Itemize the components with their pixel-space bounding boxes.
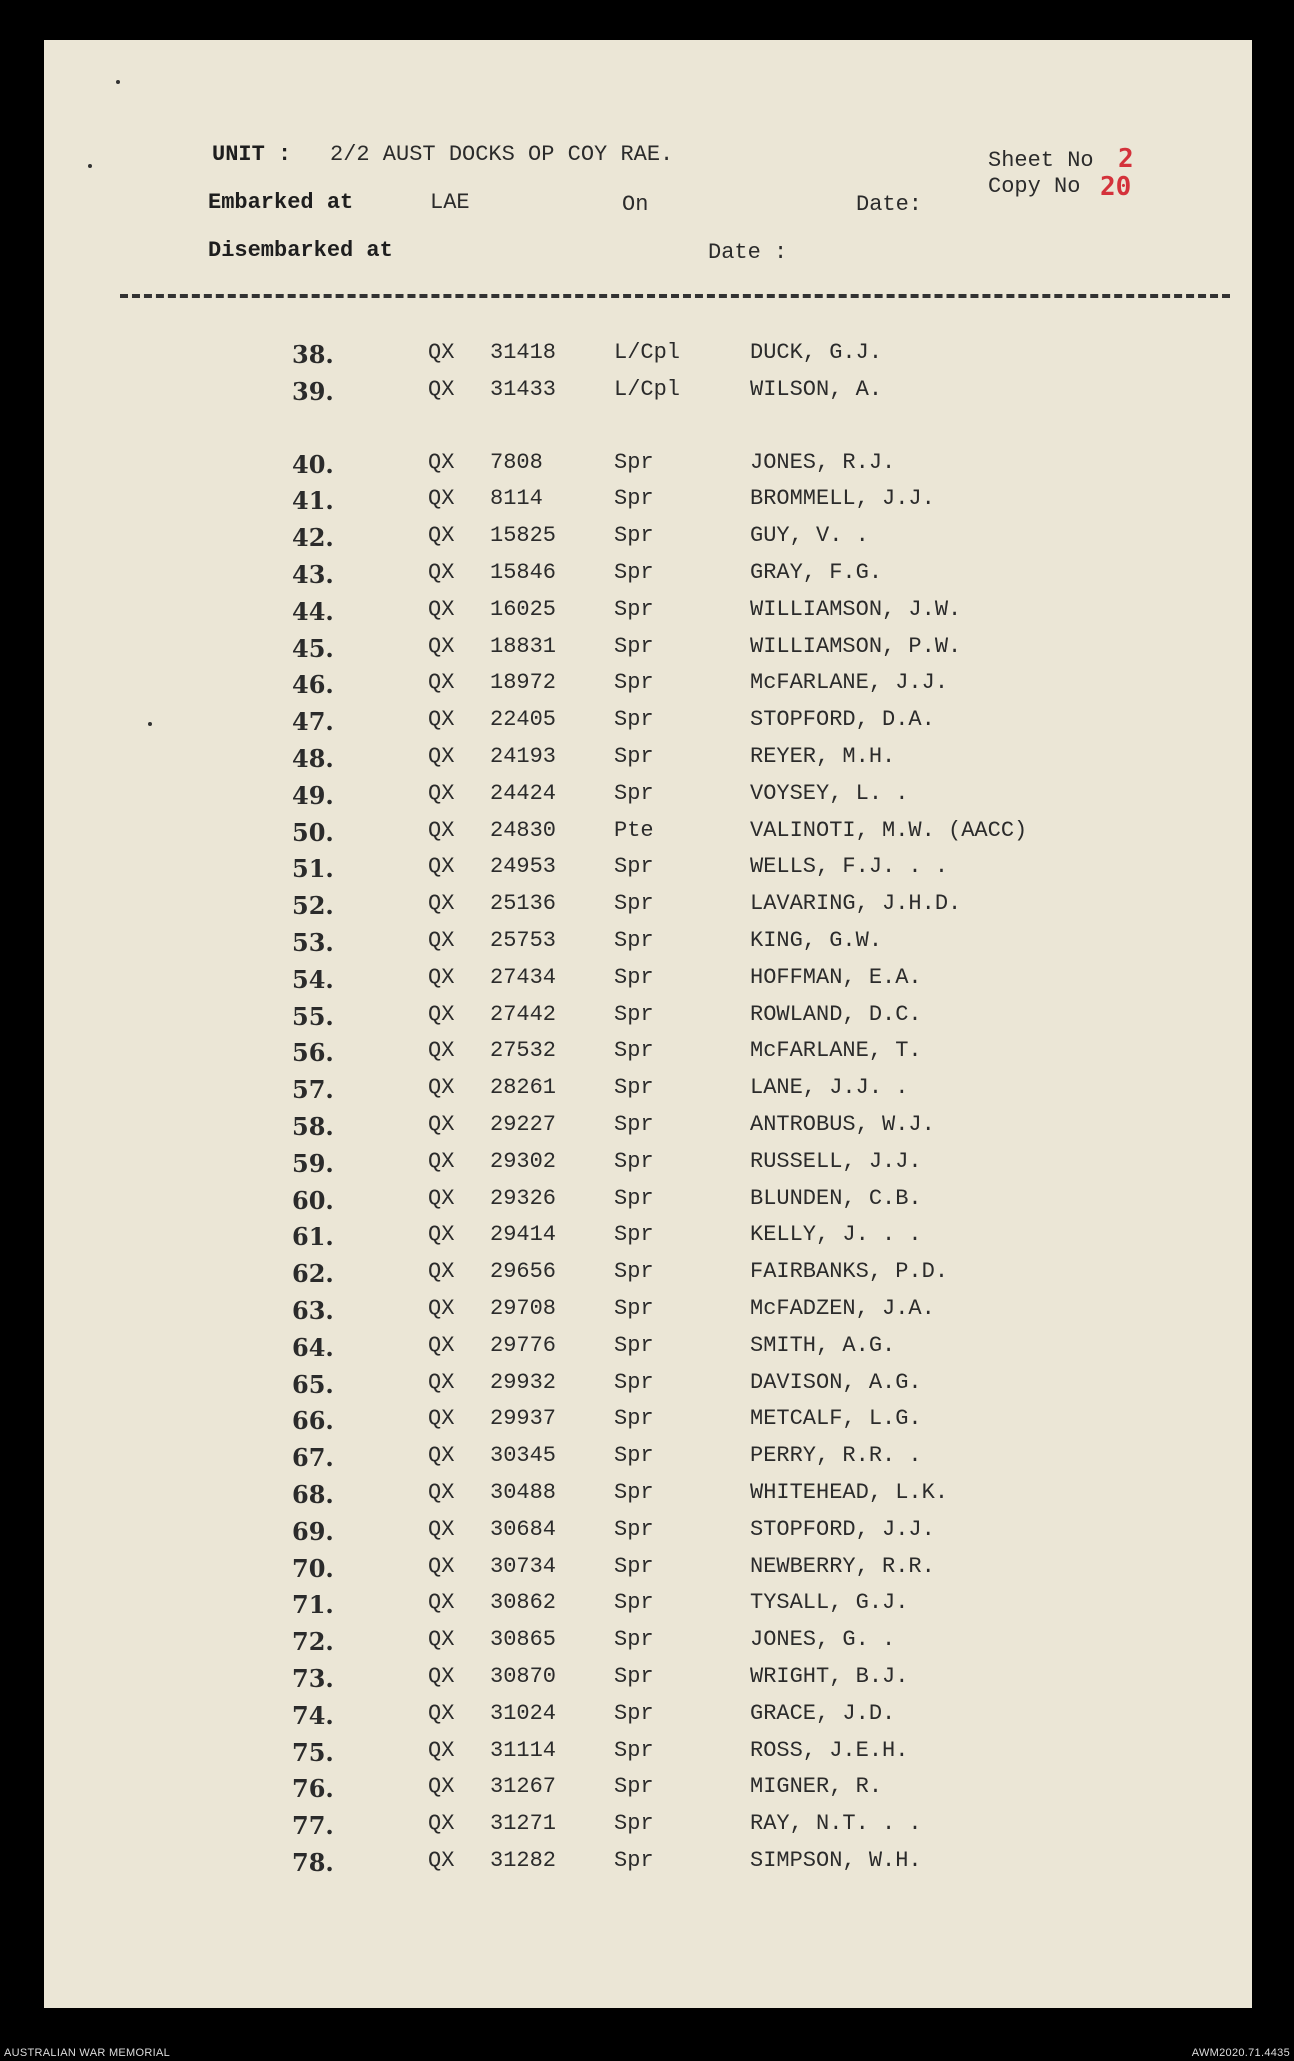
service-number: 31282 bbox=[490, 1848, 557, 1873]
roll-row bbox=[44, 1774, 1252, 1810]
service-prefix: QX bbox=[428, 1112, 455, 1137]
entry-number: 78. bbox=[292, 1848, 334, 1877]
rank: Pte bbox=[614, 818, 654, 843]
soldier-name: VALINOTI, M.W. (AACC) bbox=[750, 818, 1028, 843]
entry-number: 76. bbox=[292, 1774, 334, 1803]
service-prefix: QX bbox=[428, 1848, 455, 1873]
embarked-value: LAE bbox=[430, 190, 470, 215]
soldier-name: McFARLANE, T. bbox=[750, 1038, 922, 1063]
roll-row bbox=[44, 1848, 1252, 1884]
roll-row bbox=[44, 1443, 1252, 1479]
entry-number: 54. bbox=[292, 965, 334, 994]
punch-mark bbox=[88, 164, 92, 168]
service-prefix: QX bbox=[428, 1701, 455, 1726]
soldier-name: KING, G.W. bbox=[750, 928, 883, 953]
soldier-name: WILSON, A. bbox=[750, 377, 883, 402]
unit-value: 2/2 AUST DOCKS OP COY RAE. bbox=[330, 142, 674, 167]
service-number: 24953 bbox=[490, 854, 557, 879]
rank: Spr bbox=[614, 1002, 654, 1027]
entry-number: 60. bbox=[292, 1186, 334, 1215]
entry-number: 69. bbox=[292, 1517, 334, 1546]
service-number: 29776 bbox=[490, 1333, 557, 1358]
service-prefix: QX bbox=[428, 1038, 455, 1063]
soldier-name: WILLIAMSON, P.W. bbox=[750, 634, 962, 659]
date-label-embarked: Date: bbox=[856, 192, 923, 217]
entry-number: 51. bbox=[292, 854, 334, 883]
rank: Spr bbox=[614, 1259, 654, 1284]
soldier-name: PERRY, R.R. . bbox=[750, 1443, 922, 1468]
document-page bbox=[44, 40, 1252, 2008]
service-prefix: QX bbox=[428, 1738, 455, 1763]
disembarked-label: Disembarked at bbox=[208, 238, 393, 263]
service-number: 29656 bbox=[490, 1259, 557, 1284]
roll-row bbox=[44, 854, 1252, 890]
rank: Spr bbox=[614, 486, 654, 511]
service-number: 29326 bbox=[490, 1186, 557, 1211]
soldier-name: STOPFORD, D.A. bbox=[750, 707, 935, 732]
service-number: 24830 bbox=[490, 818, 557, 843]
service-prefix: QX bbox=[428, 891, 455, 916]
entry-number: 72. bbox=[292, 1627, 334, 1656]
soldier-name: GRAY, F.G. bbox=[750, 560, 883, 585]
roll-row bbox=[44, 781, 1252, 817]
service-number: 29414 bbox=[490, 1222, 557, 1247]
service-prefix: QX bbox=[428, 854, 455, 879]
entry-number: 61. bbox=[292, 1222, 334, 1251]
rank: Spr bbox=[614, 450, 654, 475]
service-prefix: QX bbox=[428, 1222, 455, 1247]
roll-row bbox=[44, 744, 1252, 780]
copy-value: 20 bbox=[1100, 172, 1132, 202]
roll-row bbox=[44, 1186, 1252, 1222]
soldier-name: McFADZEN, J.A. bbox=[750, 1296, 935, 1321]
roll-row bbox=[44, 1075, 1252, 1111]
entry-number: 55. bbox=[292, 1002, 334, 1031]
rank: Spr bbox=[614, 670, 654, 695]
soldier-name: JONES, R.J. bbox=[750, 450, 896, 475]
entry-number: 52. bbox=[292, 891, 334, 920]
service-prefix: QX bbox=[428, 670, 455, 695]
service-number: 30734 bbox=[490, 1554, 557, 1579]
soldier-name: McFARLANE, J.J. bbox=[750, 670, 949, 695]
roll-row bbox=[44, 1627, 1252, 1663]
soldier-name: SIMPSON, W.H. bbox=[750, 1848, 922, 1873]
rank: Spr bbox=[614, 854, 654, 879]
roll-row bbox=[44, 965, 1252, 1001]
soldier-name: ANTROBUS, W.J. bbox=[750, 1112, 935, 1137]
service-prefix: QX bbox=[428, 965, 455, 990]
punch-mark bbox=[116, 80, 120, 84]
roll-row bbox=[44, 1333, 1252, 1369]
entry-number: 58. bbox=[292, 1112, 334, 1141]
service-number: 29302 bbox=[490, 1149, 557, 1174]
rank: Spr bbox=[614, 1554, 654, 1579]
entry-number: 53. bbox=[292, 928, 334, 957]
entry-number: 66. bbox=[292, 1406, 334, 1435]
roll-row bbox=[44, 377, 1252, 413]
entry-number: 41. bbox=[292, 486, 334, 515]
rank: Spr bbox=[614, 1590, 654, 1615]
soldier-name: RAY, N.T. . . bbox=[750, 1811, 922, 1836]
entry-number: 77. bbox=[292, 1811, 334, 1840]
soldier-name: STOPFORD, J.J. bbox=[750, 1517, 935, 1542]
service-number: 27532 bbox=[490, 1038, 557, 1063]
soldier-name: ROSS, J.E.H. bbox=[750, 1738, 909, 1763]
service-prefix: QX bbox=[428, 560, 455, 585]
service-number: 27434 bbox=[490, 965, 557, 990]
service-prefix: QX bbox=[428, 1443, 455, 1468]
soldier-name: GUY, V. . bbox=[750, 523, 869, 548]
rank: Spr bbox=[614, 781, 654, 806]
soldier-name: TYSALL, G.J. bbox=[750, 1590, 909, 1615]
service-number: 25136 bbox=[490, 891, 557, 916]
unit-label: UNIT : bbox=[212, 142, 292, 167]
roll-row bbox=[44, 1222, 1252, 1258]
roll-row bbox=[44, 1112, 1252, 1148]
roll-row bbox=[44, 523, 1252, 559]
roll-row bbox=[44, 450, 1252, 486]
rank: L/Cpl bbox=[614, 377, 681, 402]
entry-number: 42. bbox=[292, 523, 334, 552]
date-label-disembarked: Date : bbox=[708, 240, 788, 265]
sheet-value: 2 bbox=[1118, 144, 1134, 174]
on-label: On bbox=[622, 192, 649, 217]
service-prefix: QX bbox=[428, 1406, 455, 1431]
service-prefix: QX bbox=[428, 634, 455, 659]
roll-row bbox=[44, 891, 1252, 927]
service-number: 27442 bbox=[490, 1002, 557, 1027]
service-number: 29708 bbox=[490, 1296, 557, 1321]
soldier-name: SMITH, A.G. bbox=[750, 1333, 896, 1358]
rank: Spr bbox=[614, 1149, 654, 1174]
entry-number: 71. bbox=[292, 1590, 334, 1619]
service-prefix: QX bbox=[428, 1075, 455, 1100]
service-prefix: QX bbox=[428, 340, 455, 365]
roll-row bbox=[44, 707, 1252, 743]
roll-row bbox=[44, 1664, 1252, 1700]
soldier-name: FAIRBANKS, P.D. bbox=[750, 1259, 949, 1284]
rank: Spr bbox=[614, 1186, 654, 1211]
soldier-name: GRACE, J.D. bbox=[750, 1701, 896, 1726]
service-prefix: QX bbox=[428, 928, 455, 953]
service-prefix: QX bbox=[428, 1590, 455, 1615]
service-prefix: QX bbox=[428, 1554, 455, 1579]
entry-number: 39. bbox=[292, 377, 334, 406]
service-number: 24193 bbox=[490, 744, 557, 769]
rank: Spr bbox=[614, 1701, 654, 1726]
soldier-name: VOYSEY, L. . bbox=[750, 781, 909, 806]
service-number: 31271 bbox=[490, 1811, 557, 1836]
roll-row bbox=[44, 1701, 1252, 1737]
soldier-name: LANE, J.J. . bbox=[750, 1075, 909, 1100]
soldier-name: KELLY, J. . . bbox=[750, 1222, 922, 1247]
soldier-name: REYER, M.H. bbox=[750, 744, 896, 769]
service-prefix: QX bbox=[428, 1333, 455, 1358]
footer-source: AUSTRALIAN WAR MEMORIAL bbox=[4, 2047, 171, 2059]
roll-row bbox=[44, 1554, 1252, 1590]
rank: Spr bbox=[614, 523, 654, 548]
service-prefix: QX bbox=[428, 1774, 455, 1799]
service-number: 7808 bbox=[490, 450, 543, 475]
service-number: 30345 bbox=[490, 1443, 557, 1468]
rank: Spr bbox=[614, 891, 654, 916]
rank: Spr bbox=[614, 1517, 654, 1542]
header-divider bbox=[120, 294, 1230, 298]
roll-row bbox=[44, 1480, 1252, 1516]
service-prefix: QX bbox=[428, 450, 455, 475]
copy-label: Copy No bbox=[988, 174, 1081, 199]
soldier-name: JONES, G. . bbox=[750, 1627, 896, 1652]
rank: Spr bbox=[614, 928, 654, 953]
rank: Spr bbox=[614, 965, 654, 990]
service-number: 15825 bbox=[490, 523, 557, 548]
entry-number: 45. bbox=[292, 634, 334, 663]
soldier-name: WELLS, F.J. . . bbox=[750, 854, 949, 879]
rank: Spr bbox=[614, 1848, 654, 1873]
entry-number: 68. bbox=[292, 1480, 334, 1509]
entry-number: 70. bbox=[292, 1554, 334, 1583]
service-prefix: QX bbox=[428, 523, 455, 548]
rank: Spr bbox=[614, 1738, 654, 1763]
soldier-name: LAVARING, J.H.D. bbox=[750, 891, 962, 916]
entry-number: 75. bbox=[292, 1738, 334, 1767]
footer-reference: AWM2020.71.4435 bbox=[1191, 2047, 1290, 2059]
soldier-name: DAVISON, A.G. bbox=[750, 1370, 922, 1395]
entry-number: 46. bbox=[292, 670, 334, 699]
entry-number: 67. bbox=[292, 1443, 334, 1472]
soldier-name: WRIGHT, B.J. bbox=[750, 1664, 909, 1689]
soldier-name: WHITEHEAD, L.K. bbox=[750, 1480, 949, 1505]
service-number: 29937 bbox=[490, 1406, 557, 1431]
roll-row bbox=[44, 340, 1252, 376]
roll-row bbox=[44, 818, 1252, 854]
soldier-name: DUCK, G.J. bbox=[750, 340, 883, 365]
entry-number: 56. bbox=[292, 1038, 334, 1067]
entry-number: 59. bbox=[292, 1149, 334, 1178]
service-number: 8114 bbox=[490, 486, 543, 511]
entry-number: 44. bbox=[292, 597, 334, 626]
roll-row bbox=[44, 1406, 1252, 1442]
roll-row bbox=[44, 1370, 1252, 1406]
service-prefix: QX bbox=[428, 1480, 455, 1505]
service-number: 15846 bbox=[490, 560, 557, 585]
rank: Spr bbox=[614, 1222, 654, 1247]
roll-row bbox=[44, 486, 1252, 522]
service-prefix: QX bbox=[428, 1259, 455, 1284]
roll-row bbox=[44, 597, 1252, 633]
entry-number: 47. bbox=[292, 707, 334, 736]
roll-row bbox=[44, 1002, 1252, 1038]
roll-row bbox=[44, 1296, 1252, 1332]
rank: Spr bbox=[614, 634, 654, 659]
service-number: 16025 bbox=[490, 597, 557, 622]
entry-number: 50. bbox=[292, 818, 334, 847]
entry-number: 73. bbox=[292, 1664, 334, 1693]
service-prefix: QX bbox=[428, 1627, 455, 1652]
roll-row bbox=[44, 1590, 1252, 1626]
soldier-name: NEWBERRY, R.R. bbox=[750, 1554, 935, 1579]
service-prefix: QX bbox=[428, 486, 455, 511]
entry-number: 65. bbox=[292, 1370, 334, 1399]
rank: Spr bbox=[614, 1112, 654, 1137]
rank: Spr bbox=[614, 1370, 654, 1395]
service-number: 30684 bbox=[490, 1517, 557, 1542]
service-number: 30865 bbox=[490, 1627, 557, 1652]
service-number: 31267 bbox=[490, 1774, 557, 1799]
service-prefix: QX bbox=[428, 1370, 455, 1395]
soldier-name: WILLIAMSON, J.W. bbox=[750, 597, 962, 622]
soldier-name: BLUNDEN, C.B. bbox=[750, 1186, 922, 1211]
roll-row bbox=[44, 560, 1252, 596]
service-number: 29932 bbox=[490, 1370, 557, 1395]
rank: Spr bbox=[614, 1038, 654, 1063]
roll-row bbox=[44, 1738, 1252, 1774]
rank: Spr bbox=[614, 1480, 654, 1505]
soldier-name: METCALF, L.G. bbox=[750, 1406, 922, 1431]
entry-number: 48. bbox=[292, 744, 334, 773]
entry-number: 49. bbox=[292, 781, 334, 810]
rank: Spr bbox=[614, 1296, 654, 1321]
service-prefix: QX bbox=[428, 1517, 455, 1542]
rank: Spr bbox=[614, 560, 654, 585]
rank: Spr bbox=[614, 1627, 654, 1652]
service-number: 18831 bbox=[490, 634, 557, 659]
rank: Spr bbox=[614, 707, 654, 732]
entry-number: 63. bbox=[292, 1296, 334, 1325]
rank: Spr bbox=[614, 744, 654, 769]
service-number: 29227 bbox=[490, 1112, 557, 1137]
service-prefix: QX bbox=[428, 1149, 455, 1174]
entry-number: 38. bbox=[292, 340, 334, 369]
soldier-name: BROMMELL, J.J. bbox=[750, 486, 935, 511]
service-prefix: QX bbox=[428, 1186, 455, 1211]
service-prefix: QX bbox=[428, 1664, 455, 1689]
service-number: 25753 bbox=[490, 928, 557, 953]
rank: Spr bbox=[614, 1406, 654, 1431]
service-prefix: QX bbox=[428, 1296, 455, 1321]
soldier-name: MIGNER, R. bbox=[750, 1774, 883, 1799]
service-number: 24424 bbox=[490, 781, 557, 806]
sheet-label: Sheet No bbox=[988, 148, 1094, 173]
soldier-name: ROWLAND, D.C. bbox=[750, 1002, 922, 1027]
roll-row bbox=[44, 928, 1252, 964]
service-prefix: QX bbox=[428, 744, 455, 769]
entry-number: 74. bbox=[292, 1701, 334, 1730]
service-number: 28261 bbox=[490, 1075, 557, 1100]
embarked-label: Embarked at bbox=[208, 190, 354, 215]
service-number: 31024 bbox=[490, 1701, 557, 1726]
soldier-name: RUSSELL, J.J. bbox=[750, 1149, 922, 1174]
roll-row bbox=[44, 1149, 1252, 1185]
service-number: 30862 bbox=[490, 1590, 557, 1615]
roll-row bbox=[44, 634, 1252, 670]
soldier-name: HOFFMAN, E.A. bbox=[750, 965, 922, 990]
rank: Spr bbox=[614, 1664, 654, 1689]
entry-number: 43. bbox=[292, 560, 334, 589]
roll-row bbox=[44, 670, 1252, 706]
entry-number: 57. bbox=[292, 1075, 334, 1104]
service-number: 18972 bbox=[490, 670, 557, 695]
rank: Spr bbox=[614, 1774, 654, 1799]
service-prefix: QX bbox=[428, 707, 455, 732]
entry-number: 62. bbox=[292, 1259, 334, 1288]
rank: Spr bbox=[614, 1443, 654, 1468]
rank: L/Cpl bbox=[614, 340, 681, 365]
service-number: 31114 bbox=[490, 1738, 557, 1763]
roll-row bbox=[44, 1811, 1252, 1847]
service-number: 30488 bbox=[490, 1480, 557, 1505]
rank: Spr bbox=[614, 1811, 654, 1836]
roll-row bbox=[44, 1259, 1252, 1295]
service-prefix: QX bbox=[428, 377, 455, 402]
service-prefix: QX bbox=[428, 597, 455, 622]
rank: Spr bbox=[614, 1075, 654, 1100]
service-prefix: QX bbox=[428, 781, 455, 806]
entry-number: 64. bbox=[292, 1333, 334, 1362]
service-number: 22405 bbox=[490, 707, 557, 732]
service-prefix: QX bbox=[428, 1002, 455, 1027]
rank: Spr bbox=[614, 1333, 654, 1358]
service-prefix: QX bbox=[428, 818, 455, 843]
roll-row bbox=[44, 1517, 1252, 1553]
entry-number: 40. bbox=[292, 450, 334, 479]
service-prefix: QX bbox=[428, 1811, 455, 1836]
rank: Spr bbox=[614, 597, 654, 622]
service-number: 31433 bbox=[490, 377, 557, 402]
service-number: 30870 bbox=[490, 1664, 557, 1689]
roll-row bbox=[44, 1038, 1252, 1074]
service-number: 31418 bbox=[490, 340, 557, 365]
